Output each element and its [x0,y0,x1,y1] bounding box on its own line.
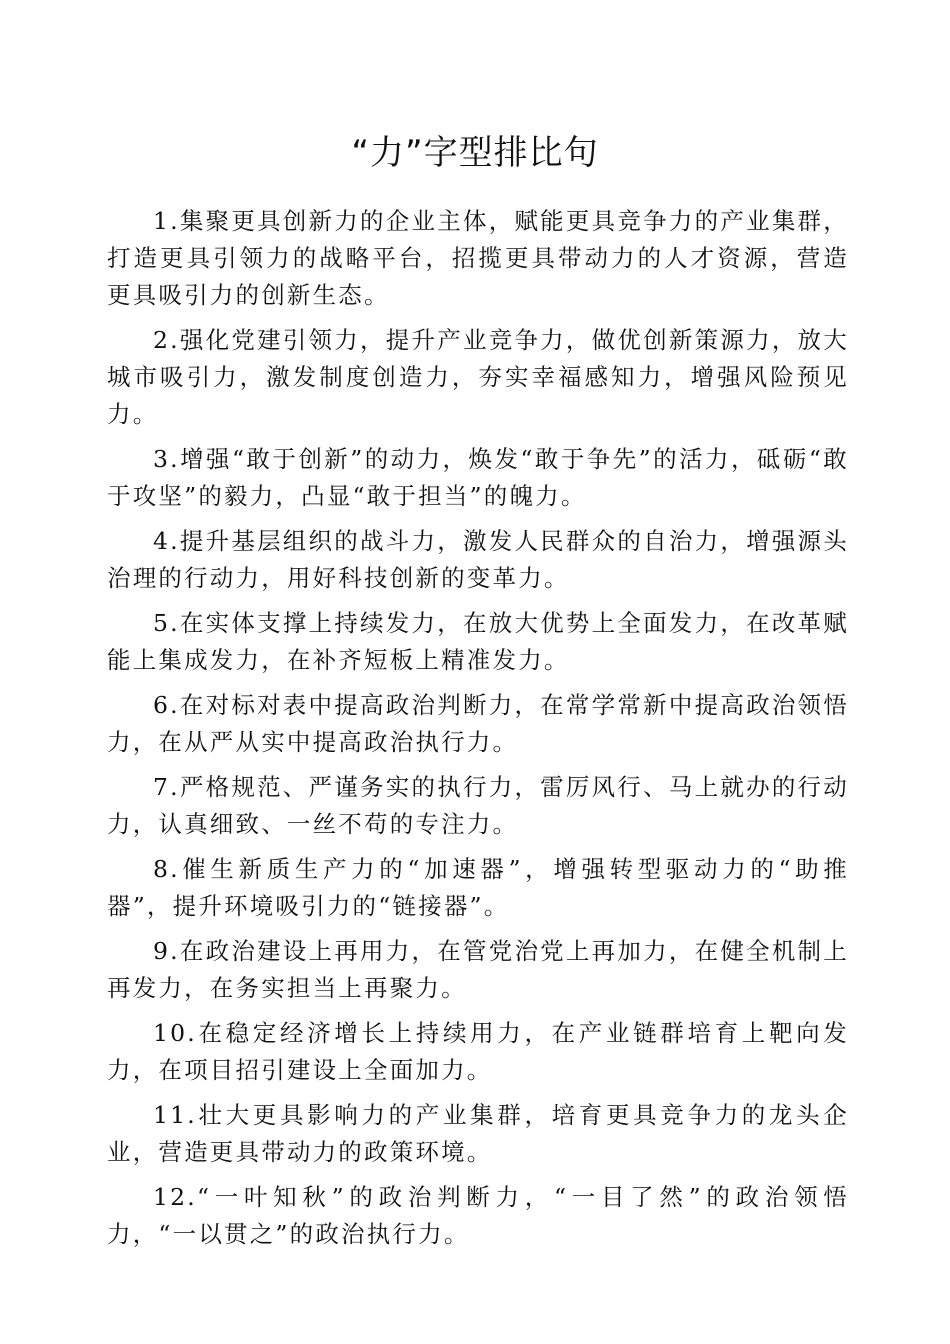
paragraph-3: 3.增强“敢于创新”的动力，焕发“敢于争先”的活力，砥砺“敢于攻坚”的毅力，凸显“敢于担当”的魄力。 [107,445,849,510]
paragraph-2: 2.强化党建引领力，提升产业竞争力，做优创新策源力，放大城市吸引力，激发制度创造力，夯实幸福感知力，增强风险预见力。 [107,326,849,428]
paragraph-12: 12.“一叶知秋”的政治判断力，“一目了然”的政治领悟力，“一以贯之”的政治执行力。 [107,1183,849,1248]
paragraph-4: 4.提升基层组织的战斗力，激发人民群众的自治力，增强源头治理的行动力，用好科技创新的变革力。 [107,527,849,592]
paragraph-1: 1.集聚更具创新力的企业主体，赋能更具竞争力的产业集群，打造更具引领力的战略平台，招揽更具带动力的人才资源，营造更具吸引力的创新生态。 [107,207,849,309]
paragraph-8: 8.催生新质生产力的“加速器”，增强转型驱动力的“助推器”，提升环境吸引力的“链接器”。 [107,855,849,920]
paragraph-6: 6.在对标对表中提高政治判断力，在常学常新中提高政治领悟力，在从严从实中提高政治执行力。 [107,691,849,756]
document-body [107,203,849,1261]
paragraph-7: 7.严格规范、严谨务实的执行力，雷厉风行、马上就办的行动力，认真细致、一丝不苟的专注力。 [107,773,849,838]
paragraph-11: 11.壮大更具影响力的产业集群，培育更具竞争力的龙头企业，营造更具带动力的政策环境。 [107,1101,849,1166]
paragraph-5: 5.在实体支撑上持续发力，在放大优势上全面发力，在改革赋能上集成发力，在补齐短板上精准发力。 [107,609,849,674]
paragraph-10: 10.在稳定经济增长上持续用力，在产业链群培育上靶向发力，在项目招引建设上全面加力。 [107,1019,849,1084]
paragraph-9: 9.在政治建设上再用力，在管党治党上再加力，在健全机制上再发力，在务实担当上再聚力。 [107,937,849,1002]
page-title: “力”字型排比句 [351,133,599,173]
